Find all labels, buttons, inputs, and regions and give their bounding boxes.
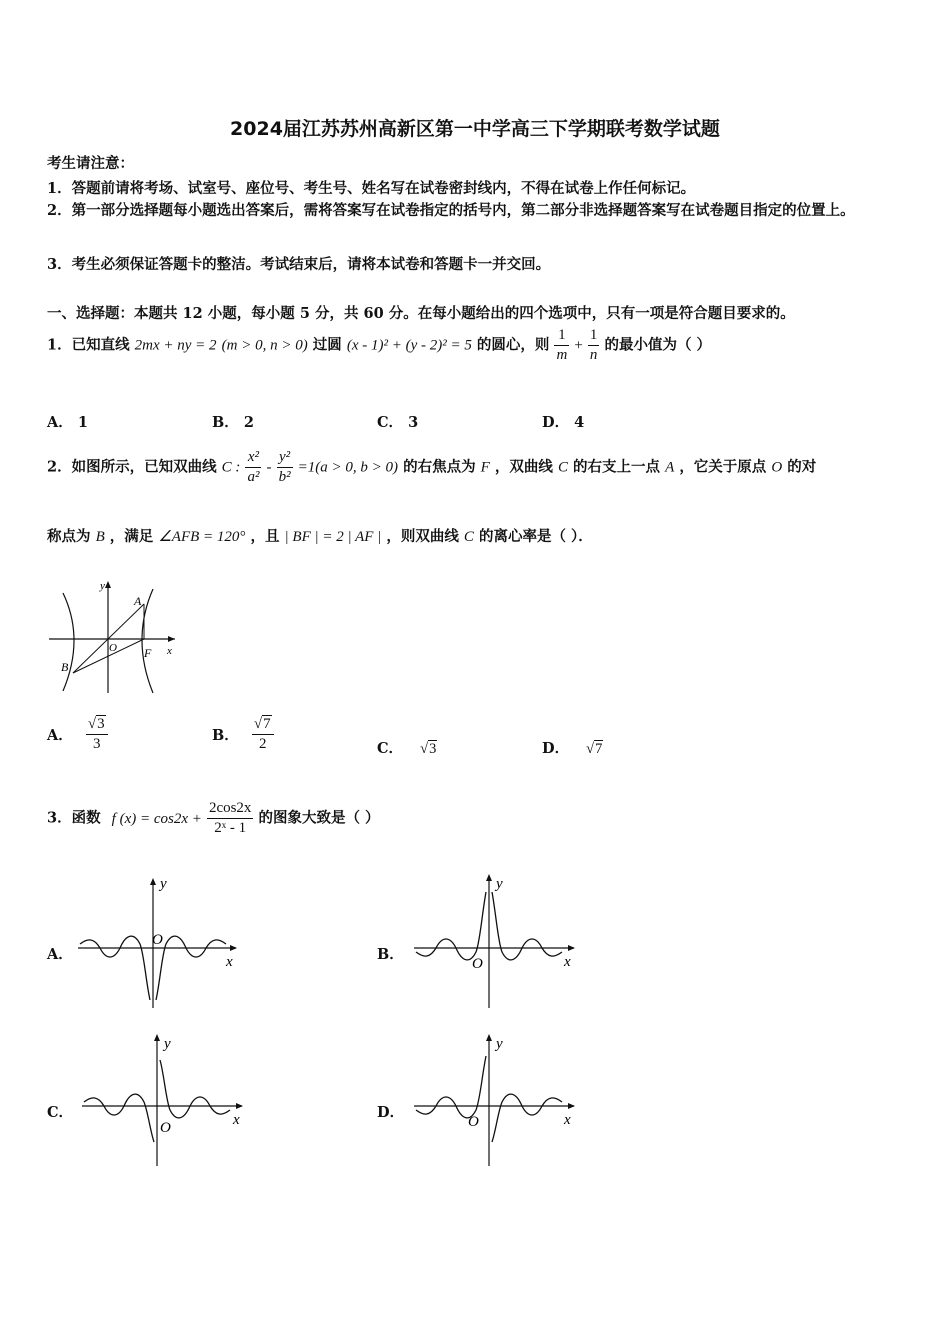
q3-fraction: $\frac{2\cos 2x}{\text{2ˣ - 1}}$ <box>208 800 252 836</box>
graph-c-curve-left <box>84 1094 154 1142</box>
q2-text-5: 的对 <box>787 458 817 476</box>
q3-prefix: 3．函数 <box>47 809 101 827</box>
graph-d-y-arrow <box>486 1034 492 1041</box>
x-axis-arrow <box>168 636 175 642</box>
figure-label-f: F <box>144 646 152 660</box>
section-heading: 一、选择题：本题共 12 小题，每小题 5 分，共 60 分。在每小题给出的四个选项中，只有一项是符合题目要求的。 <box>47 305 795 322</box>
q1-fraction-2: $\frac{1}{n}$ <box>589 327 598 363</box>
q1-fraction-1: $\frac{1}{m}$ <box>556 327 568 363</box>
q2-eq-fraction-1: $\frac{\text{x²}}{\text{a²}}$ <box>247 449 260 485</box>
page-title: 2024届江苏苏州高新区第一中学高三下学期联考数学试题 <box>230 118 720 140</box>
q3-option-a-label[interactable]: A． <box>47 946 73 963</box>
graph-d-x-arrow <box>568 1103 575 1109</box>
q1-prefix: 1．已知直线 <box>47 336 130 354</box>
notice-heading: 考生请注意： <box>47 155 134 172</box>
graph-a-label-o: O <box>152 932 163 948</box>
graph-b-label-o: O <box>472 956 483 972</box>
graph-d-curve-right <box>492 1094 562 1142</box>
q2-minus: - <box>266 459 272 476</box>
graph-a-x-arrow <box>230 945 237 951</box>
q2-symbol-o: O <box>771 459 783 476</box>
q2-text-7: ，满足 <box>109 528 154 545</box>
q1-mid-text-2: 的圆心，则 <box>476 336 550 354</box>
q2-curve-name: C : <box>221 459 241 476</box>
graph-c-label-o: O <box>160 1120 171 1136</box>
q1-mid-text: 过圆 <box>312 336 342 354</box>
graph-b-label-y: y <box>496 876 503 892</box>
graph-d-label-x: x <box>564 1112 571 1128</box>
graph-b-label-x: x <box>564 954 571 970</box>
graph-c-curve-right <box>160 1060 230 1118</box>
q2-text-10: 的离心率是（ ）． <box>479 528 593 545</box>
q1-suffix: 的最小值为（ ） <box>604 336 712 354</box>
graph-d-curve-left <box>416 1056 486 1118</box>
q2-option-d[interactable]: D． √7 <box>542 740 603 757</box>
graph-c-label-y: y <box>164 1036 171 1052</box>
graph-b-y-arrow <box>486 874 492 881</box>
q1-option-a[interactable]: A． 1 <box>47 414 88 431</box>
hyperbola-figure <box>45 575 185 700</box>
q1-circle-equation: (x - 1)² + (y - 2)² = 5 <box>346 337 472 354</box>
q2-eq-tail: =1(a > 0, b > 0) <box>297 459 399 476</box>
q2-text-1: 的右焦点为 <box>403 458 476 476</box>
q2-option-a[interactable]: A． $\frac{√3}{3}$ <box>47 715 108 754</box>
graph-a-y-arrow <box>150 878 156 885</box>
q1-line-equation: 2mx + ny = 2 <box>134 337 217 354</box>
q2-option-b[interactable]: B． $\frac{√7}{2}$ <box>212 715 274 754</box>
q1-option-d[interactable]: D． 4 <box>542 414 585 431</box>
q2-symbol-b: B <box>95 529 105 545</box>
graph-c-y-arrow <box>154 1034 160 1041</box>
q2-text-8: ，且 <box>250 528 280 545</box>
graph-a-label-y: y <box>160 876 167 892</box>
q3-option-b-label[interactable]: B． <box>377 946 404 963</box>
graph-a-label-x: x <box>226 954 233 970</box>
q2-angle: ∠AFB = 120° <box>158 529 246 545</box>
question-1 <box>47 326 711 365</box>
notice-item-3: 3．考生必须保证答题卡的整洁。考试结束后，请将本试卷和答题卡一并交回。 <box>47 256 551 273</box>
q3-graph-c[interactable] <box>78 1030 250 1170</box>
q1-option-b[interactable]: B． 2 <box>212 414 254 431</box>
graph-b-curve-left <box>416 892 486 960</box>
hyperbola-left-branch <box>63 593 74 691</box>
q3-graph-a[interactable] <box>74 872 244 1012</box>
q2-distance: | BF | = 2 | AF | <box>284 529 382 545</box>
figure-label-a: A <box>134 594 142 608</box>
question-2-line-2 <box>47 525 593 546</box>
q2-text-3: 的右支上一点 <box>573 458 661 476</box>
graph-d-label-o: O <box>468 1114 479 1130</box>
graph-a-curve-left <box>80 936 150 1000</box>
figure-label-b: B <box>61 660 69 674</box>
q3-option-d-label[interactable]: D． <box>377 1104 405 1121</box>
q2-symbol-a: A <box>665 459 675 476</box>
q3-graph-d[interactable] <box>410 1030 582 1170</box>
q1-option-c[interactable]: C． 3 <box>377 414 419 431</box>
graph-c-x-arrow <box>236 1103 243 1109</box>
graph-a-curve-right <box>156 936 226 1000</box>
q3-suffix: 的图象大致是（ ） <box>258 809 380 827</box>
q2-text-9: ，则双曲线 <box>386 528 459 545</box>
q2-option-c[interactable]: C． √3 <box>377 740 437 757</box>
q3-graph-b[interactable] <box>410 872 582 1012</box>
y-axis-arrow <box>105 581 111 588</box>
q2-prefix: 2．如图所示，已知双曲线 <box>47 458 217 476</box>
graph-c-label-x: x <box>233 1112 240 1128</box>
q1-plus: + <box>574 337 583 354</box>
q3-lhs: f (x) = cos2x + <box>111 810 202 827</box>
figure-label-o: O <box>109 642 117 654</box>
q3-option-c-label[interactable]: C． <box>47 1104 74 1121</box>
q2-symbol-c-2: C <box>463 529 474 545</box>
q2-symbol-c: C <box>557 459 568 476</box>
q2-text-4: ，它关于原点 <box>679 458 767 476</box>
question-3 <box>47 799 380 838</box>
graph-d-label-y: y <box>496 1036 503 1052</box>
q2-text-2: ，双曲线 <box>494 458 553 476</box>
figure-label-y: y <box>100 580 105 592</box>
q2-text-6: 称点为 <box>47 528 91 545</box>
graph-b-curve-right <box>492 892 562 960</box>
q2-eq-fraction-2: $\frac{\text{y²}}{\text{b²}}$ <box>278 449 291 485</box>
graph-b-x-arrow <box>568 945 575 951</box>
figure-label-x: x <box>167 645 172 657</box>
question-2-line-1 <box>47 448 816 487</box>
notice-item-2: 2．第一部分选择题每小题选出答案后，需将答案写在试卷指定的括号内，第二部分非选择题答案写在试卷题目指定的位置上。 <box>47 202 855 219</box>
q1-condition: (m > 0, n > 0) <box>221 337 308 354</box>
q2-symbol-f: F <box>480 459 490 476</box>
notice-item-1: 1．答题前请将考场、试室号、座位号、考生号、姓名写在试卷密封线内，不得在试卷上作任何标记。 <box>47 180 696 197</box>
